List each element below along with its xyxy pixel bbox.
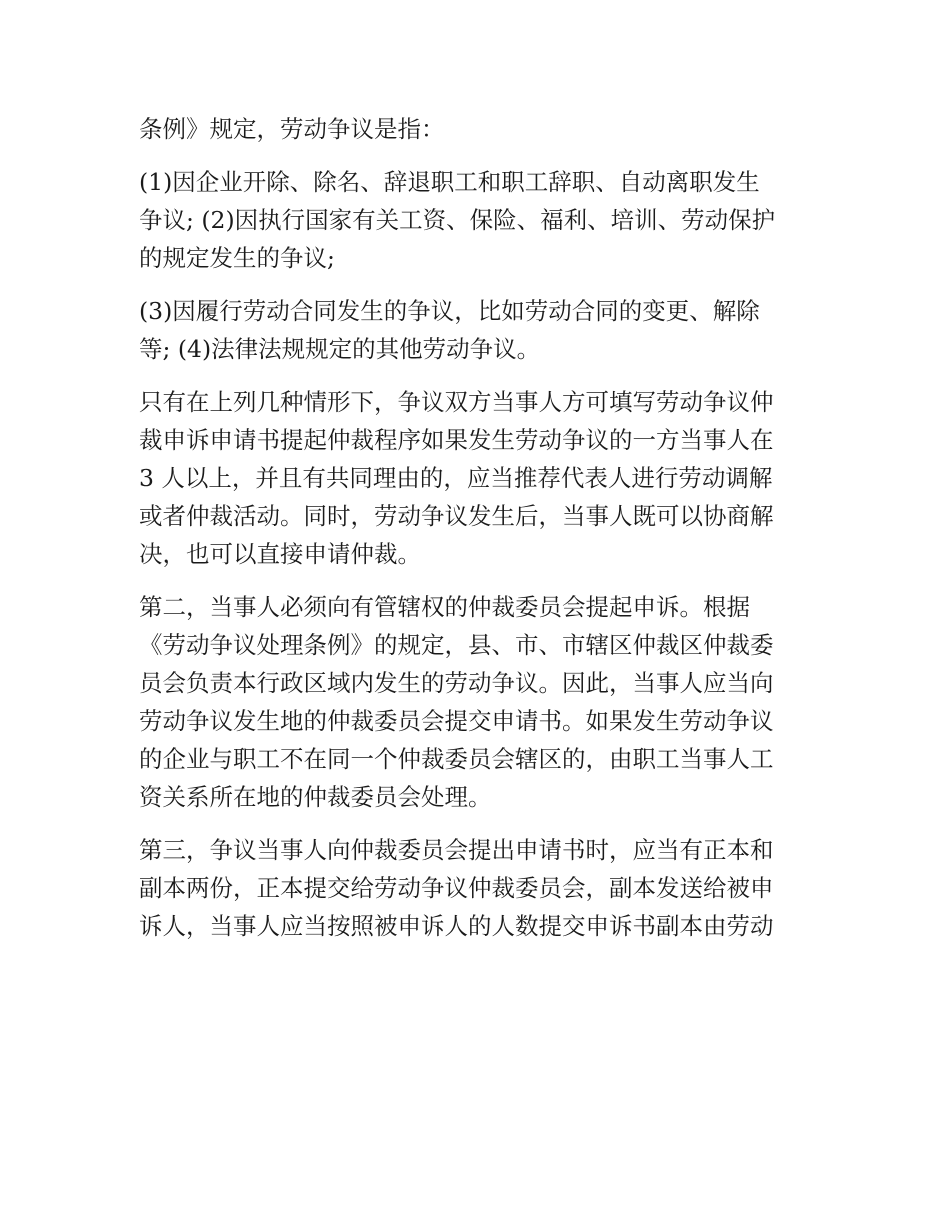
text-line: 员会负责本行政区域内发生的劳动争议。因此，当事人应当向 <box>139 669 774 697</box>
text-line: 条例》规定，劳动争议是指： <box>139 115 445 143</box>
paragraph <box>139 383 819 573</box>
text-line: 资关系所在地的仲裁委员会处理。 <box>139 783 492 811</box>
text-line: 等; (4)法律法规规定的其他劳动争议。 <box>139 335 541 363</box>
text-line: 裁申诉申请书提起仲裁程序如果发生劳动争议的一方当事人在 <box>139 426 774 454</box>
paragraph <box>139 831 819 945</box>
paragraph <box>139 292 819 368</box>
text-line: 3 人以上，并且有共同理由的，应当推荐代表人进行劳动调解 <box>139 464 773 492</box>
document-body <box>139 110 819 960</box>
paragraph <box>139 110 819 148</box>
text-line: 诉人，当事人应当按照被申诉人的人数提交申诉书副本由劳动 <box>139 912 774 940</box>
text-line: 只有在上列几种情形下，争议双方当事人方可填写劳动争议仲 <box>139 388 774 416</box>
text-line: 第三，争议当事人向仲裁委员会提出申请书时，应当有正本和 <box>139 836 774 864</box>
text-line: 的企业与职工不在同一个仲裁委员会辖区的，由职工当事人工 <box>139 745 774 773</box>
paragraph <box>139 163 819 277</box>
text-line: (1)因企业开除、除名、辞退职工和职工辞职、自动离职发生 <box>139 168 760 196</box>
text-line: 《劳动争议处理条例》的规定，县、市、市辖区仲裁区仲裁委 <box>139 631 774 659</box>
text-line: 的规定发生的争议; <box>139 244 335 272</box>
paragraph <box>139 588 819 816</box>
text-line: 决，也可以直接申请仲裁。 <box>139 540 421 568</box>
text-line: 或者仲裁活动。同时，劳动争议发生后，当事人既可以协商解 <box>139 502 774 530</box>
text-line: 副本两份，正本提交给劳动争议仲裁委员会，副本发送给被申 <box>139 874 774 902</box>
text-line: 争议; (2)因执行国家有关工资、保险、福利、培训、劳动保护 <box>139 206 776 234</box>
text-line: 劳动争议发生地的仲裁委员会提交申请书。如果发生劳动争议 <box>139 707 774 735</box>
text-line: (3)因履行劳动合同发生的争议，比如劳动合同的变更、解除 <box>139 297 760 325</box>
text-line: 第二，当事人必须向有管辖权的仲裁委员会提起申诉。根据 <box>139 593 750 621</box>
